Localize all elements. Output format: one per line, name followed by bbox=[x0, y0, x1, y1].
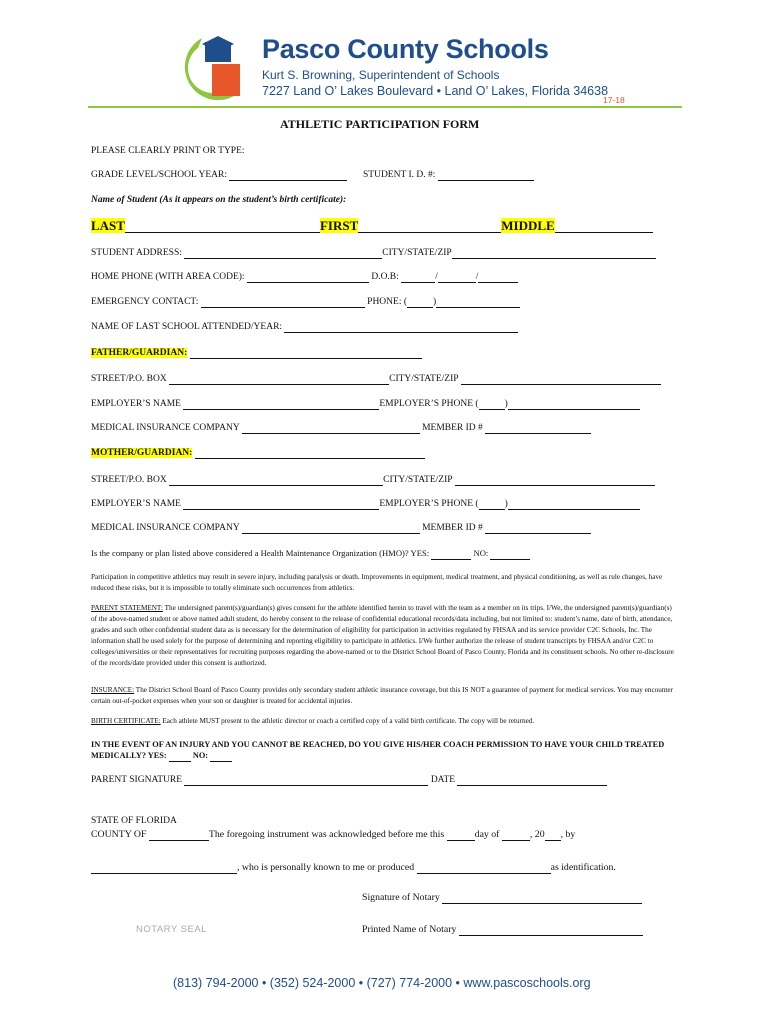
father-insurance-label: MEDICAL INSURANCE COMPANY bbox=[91, 423, 240, 433]
injury-no-label: NO: bbox=[192, 751, 209, 760]
father-label: FATHER/GUARDIAN: bbox=[91, 348, 188, 358]
county-row bbox=[91, 829, 575, 841]
father-row bbox=[91, 348, 422, 359]
hmo-yes-field[interactable] bbox=[431, 549, 471, 560]
parent-statement-paragraph bbox=[91, 603, 677, 669]
notarized-person-field[interactable] bbox=[91, 863, 237, 874]
mother-employer-area-field[interactable] bbox=[479, 499, 505, 510]
grade-label: GRADE LEVEL/SCHOOL YEAR: bbox=[91, 170, 227, 180]
mother-city-field[interactable] bbox=[455, 475, 655, 486]
home-phone-field[interactable] bbox=[247, 272, 369, 283]
parent-signature-row bbox=[91, 775, 607, 786]
father-insurance-field[interactable] bbox=[242, 423, 420, 434]
mother-insurance-row bbox=[91, 523, 591, 534]
year-code: 17-18 bbox=[603, 95, 625, 105]
mother-label: MOTHER/GUARDIAN: bbox=[91, 448, 193, 458]
ack-year-field[interactable] bbox=[545, 830, 561, 841]
identification-text: as identification. bbox=[550, 862, 616, 873]
father-employer-phone-field[interactable] bbox=[508, 399, 640, 410]
parent-statement-text: The undersigned parent(s)/guardian(s) gives consent for the athlete identified herein to travel with the team as a member on its trips. I/We, the undersigned parent(s)/guardian(s) of the above-named student or above named adult student, do hereby consent to the release of confidential educational records/data including, but not limited to: student’s name, date of birth, attendance, grades and such other confidential student data as is necessary for the determination of eligibility for participation in activities regulated by FHSAA and its service provider C2C Schools, Inc. The information shall be used solely for the purpose of determining and reporting eligibility to participate in athletics. I/We further authorize the release of student transcripts by FHSAA and/or C2C to colleges/universities or their representatives for recruiting purposes regarding the above-named or to the District School Board of Pasco County, Florida and its constituent schools. No other re-disclosure of the records/date provided under this consent is authorized. bbox=[91, 604, 674, 667]
student-address-row bbox=[91, 248, 656, 259]
father-employer-label: EMPLOYER’S NAME bbox=[91, 399, 181, 409]
grade-row bbox=[91, 170, 347, 181]
mother-member-field[interactable] bbox=[485, 523, 591, 534]
middle-name-field[interactable] bbox=[555, 220, 653, 233]
hmo-no-field[interactable] bbox=[490, 549, 530, 560]
mother-street-row bbox=[91, 475, 655, 486]
city-state-zip-label: CITY/STATE/ZIP bbox=[382, 248, 452, 258]
hmo-row bbox=[91, 548, 530, 560]
parent-statement-heading: PARENT STATEMENT: bbox=[91, 604, 163, 612]
hmo-yes-label: YES: bbox=[410, 548, 430, 558]
first-name-field[interactable] bbox=[358, 220, 501, 233]
father-employer-area-field[interactable] bbox=[479, 399, 505, 410]
father-street-field[interactable] bbox=[169, 374, 389, 385]
mother-employer-phone-field[interactable] bbox=[508, 499, 640, 510]
county-field[interactable] bbox=[149, 830, 209, 841]
last-school-row bbox=[91, 322, 518, 333]
notary-printed-row bbox=[362, 924, 643, 936]
birth-cert-text: Each athlete MUST present to the athletic director or coach a certified copy of a valid birth certificate. The copy will be returned. bbox=[160, 717, 535, 725]
dob-year-field[interactable] bbox=[478, 272, 518, 283]
student-city-field[interactable] bbox=[452, 248, 656, 259]
emergency-contact-field[interactable] bbox=[201, 297, 365, 308]
notary-signature-field[interactable] bbox=[442, 893, 642, 904]
injury-no-field[interactable] bbox=[210, 751, 232, 762]
insurance-paragraph bbox=[91, 685, 677, 707]
father-street-row bbox=[91, 374, 661, 385]
mother-employer-label: EMPLOYER’S NAME bbox=[91, 499, 181, 509]
date-label: DATE bbox=[430, 775, 456, 785]
notary-printed-label: Printed Name of Notary bbox=[362, 924, 457, 935]
mother-employer-row: EMPLOYER’S NAME EMPLOYER’S PHONE ( ) bbox=[91, 499, 640, 510]
injury-yes-field[interactable] bbox=[169, 751, 191, 762]
father-employer-field[interactable] bbox=[183, 399, 379, 410]
insurance-heading: INSURANCE: bbox=[91, 686, 135, 694]
acknowledged-text: The foregoing instrument was acknowledged before me this bbox=[208, 829, 445, 840]
superintendent-line: Kurt S. Browning, Superintendent of Schools bbox=[262, 68, 500, 82]
footer-contact: (813) 794-2000 • (352) 524-2000 • (727) 774-2000 • www.pascoschools.org bbox=[173, 976, 591, 990]
signature-date-field[interactable] bbox=[457, 775, 607, 786]
org-name: Pasco County Schools bbox=[262, 34, 549, 64]
home-phone-label: HOME PHONE (WITH AREA CODE): bbox=[91, 272, 245, 282]
hmo-no-label: NO: bbox=[473, 548, 489, 558]
mother-member-label: MEMBER ID # bbox=[422, 523, 483, 533]
identification-field[interactable] bbox=[417, 863, 551, 874]
injury-question bbox=[91, 739, 681, 762]
mother-city-label: CITY/STATE/ZIP bbox=[383, 475, 453, 485]
father-employer-phone-label: EMPLOYER’S PHONE ( bbox=[379, 399, 479, 409]
day-of-text: day of bbox=[474, 829, 500, 840]
first-label: FIRST bbox=[319, 218, 359, 233]
last-school-field[interactable] bbox=[284, 322, 518, 333]
last-school-label: NAME OF LAST SCHOOL ATTENDED/YEAR: bbox=[91, 322, 283, 332]
father-name-field[interactable] bbox=[190, 348, 422, 359]
student-id-label: STUDENT I. D. #: bbox=[363, 170, 436, 180]
emergency-area-field[interactable] bbox=[407, 297, 433, 308]
dob-day-field[interactable] bbox=[438, 272, 476, 283]
name-row bbox=[91, 218, 653, 234]
father-city-field[interactable] bbox=[461, 374, 661, 385]
notary-printed-field[interactable] bbox=[459, 925, 643, 936]
emergency-label: EMERGENCY CONTACT: bbox=[91, 297, 199, 307]
known-row bbox=[91, 862, 616, 874]
student-id-row bbox=[363, 170, 534, 181]
home-phone-row: HOME PHONE (WITH AREA CODE): D.O.B: / / bbox=[91, 272, 518, 283]
ack-day-field[interactable] bbox=[447, 830, 475, 841]
name-caption: Name of Student (As it appears on the student’s birth certificate): bbox=[91, 195, 347, 205]
instruction: PLEASE CLEARLY PRINT OR TYPE: bbox=[91, 146, 245, 156]
emergency-phone-label: PHONE: ( bbox=[367, 297, 408, 307]
birth-cert-paragraph bbox=[91, 716, 677, 727]
father-employer-row: EMPLOYER’S NAME EMPLOYER’S PHONE ( ) bbox=[91, 399, 640, 410]
emergency-row: EMERGENCY CONTACT: PHONE: ( ) bbox=[91, 297, 520, 308]
father-member-label: MEMBER ID # bbox=[422, 423, 483, 433]
county-label: COUNTY OF bbox=[91, 829, 147, 840]
parent-signature-label: PARENT SIGNATURE bbox=[91, 775, 183, 785]
last-label: LAST bbox=[91, 218, 125, 233]
notary-signature-row bbox=[362, 892, 642, 904]
mother-insurance-field[interactable] bbox=[242, 523, 420, 534]
mother-name-field[interactable] bbox=[195, 448, 425, 459]
mother-insurance-label: MEDICAL INSURANCE COMPANY bbox=[91, 523, 240, 533]
by-text: , by bbox=[560, 829, 576, 840]
participation-paragraph: Participation in competitive athletics may result in severe injury, including paralysis or death. Improvements in equipment, medical treatment, and physical conditioning, as well as rule changes, have reduced these risks, but it is impossible to totally eliminate such occurrences from athletics. bbox=[91, 573, 663, 592]
father-member-field[interactable] bbox=[485, 423, 591, 434]
known-text: , who is personally known to me or produced bbox=[237, 862, 415, 873]
notary-seal: NOTARY SEAL bbox=[136, 924, 207, 935]
parent-signature-field[interactable] bbox=[184, 775, 428, 786]
birth-cert-heading: BIRTH CERTIFICATE: bbox=[91, 717, 161, 725]
last-name-field[interactable] bbox=[125, 220, 320, 233]
dob-label: D.O.B: bbox=[371, 272, 399, 282]
dob-month-field[interactable] bbox=[401, 272, 435, 283]
header-divider bbox=[88, 106, 682, 108]
state-label: STATE OF FLORIDA bbox=[91, 816, 177, 826]
notary-signature-label: Signature of Notary bbox=[362, 892, 440, 903]
mother-street-field[interactable] bbox=[169, 475, 383, 486]
student-address-field[interactable] bbox=[184, 248, 382, 259]
injury-question-text: IN THE EVENT OF AN INJURY AND YOU CANNOT BE REACHED, DO YOU GIVE HIS/HER COACH PERMISSION TO HAVE YOUR CHILD TREATED MEDICALLY? YES: bbox=[91, 740, 665, 760]
hmo-question: Is the company or plan listed above considered a Health Maintenance Organization (HMO)? bbox=[91, 548, 409, 558]
middle-label: MIDDLE bbox=[501, 218, 555, 233]
form-title: ATHLETIC PARTICIPATION FORM bbox=[280, 117, 480, 131]
address-line: 7227 Land O’ Lakes Boulevard • Land O’ Lakes, Florida 34638 bbox=[262, 84, 609, 98]
mother-employer-field[interactable] bbox=[183, 499, 379, 510]
mother-street-label: STREET/P.O. BOX bbox=[91, 475, 167, 485]
father-street-label: STREET/P.O. BOX bbox=[91, 374, 167, 384]
student-address-label: STUDENT ADDRESS: bbox=[91, 248, 182, 258]
grade-field[interactable] bbox=[229, 170, 347, 181]
father-insurance-row bbox=[91, 423, 591, 434]
insurance-text: The District School Board of Pasco County provides only secondary student athletic insurance coverage, but this IS NOT a guarantee of payment for medical services. You may encounter certain out-of-pocket expenses when your son or daughter is treated for accidental injuries. bbox=[91, 686, 673, 705]
year-prefix-text: , 20 bbox=[529, 829, 545, 840]
district-logo bbox=[172, 36, 250, 104]
student-id-field[interactable] bbox=[438, 170, 534, 181]
mother-employer-phone-label: EMPLOYER’S PHONE ( bbox=[379, 499, 479, 509]
mother-row bbox=[91, 448, 425, 459]
ack-month-field[interactable] bbox=[502, 830, 530, 841]
emergency-phone-field[interactable] bbox=[436, 297, 520, 308]
father-city-label: CITY/STATE/ZIP bbox=[389, 374, 459, 384]
